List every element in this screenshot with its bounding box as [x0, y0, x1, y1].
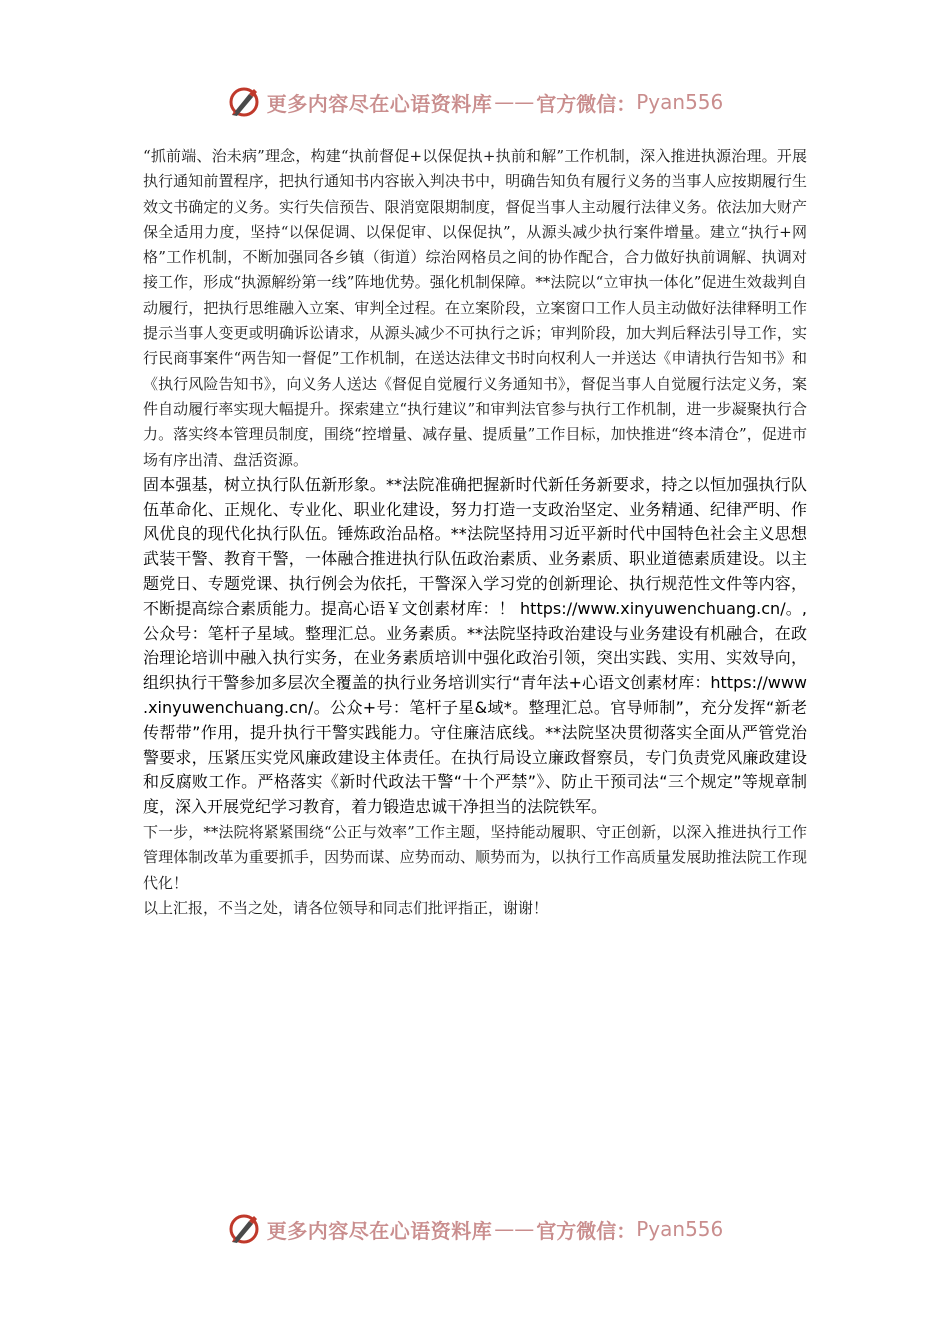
pen-logo-icon [227, 85, 261, 119]
banner-wechat-label: 官方微信： [536, 91, 637, 116]
banner-wechat-id: Pyan556 [636, 90, 724, 114]
banner-separator: —— [494, 1217, 535, 1241]
paragraph-execution-source: “抓前端、治未病”理念，构建“执前督促+以保促执+执前和解”工作机制，深入推进执源治理。开展执行通知前置程序，把执行通知书内容嵌入判决书中，明确告知负有履行义务的当事人应按期履行生效文书确定的义务。实行失信预告、限消宽限期制度，督促当事人主动履行法律义务。依法加大财产保全适用力度，坚持“以保促调、以保促审、以保促执”，从源头减少执行案件增量。建立“执行+网格”工作机制，不断加强同各乡镇（街道）综治网格员之间的协作配合，合力做好执前调解、执调对接工作，形成“执源解纷第一线”阵地优势。强化机制保障。**法院以“立审执一体化”促进生效裁判自动履行，把执行思维融入立案、审判全过程。在立案阶段，立案窗口工作人员主动做好法律释明工作提示当事人变更或明确诉讼请求，从源头减少不可执行之诉；审判阶段，加大判后释法引导工作，实行民商事案件“两告知一督促”工作机制，在送达法律文书时向权利人一并送达《申请执行告知书》和《执行风险告知书》，向义务人送达《督促自觉履行义务通知书》，督促当事人自觉履行法定义务，案件自动履行率实现大幅提升。探索建立“执行建议”和审判法官参与执行工作机制，进一步凝聚执行合力。落实终本管理员制度，围绕“控增量、减存量、提质量”工作目标，加快推进“终本清仓”，促进市场有序出清、盘活资源。 [143, 147, 807, 469]
banner-wechat-id: Pyan556 [636, 1217, 724, 1241]
footer-banner [0, 1207, 950, 1251]
paragraph-team-building: 固本强基，树立执行队伍新形象。**法院准确把握新时代新任务新要求，持之以恒加强执行队伍革命化、正规化、专业化、职业化建设，努力打造一支政治坚定、业务精通、纪律严明、作风优良的现代化执行队伍。锤炼政治品格。**法院坚持用习近平新时代中国特色社会主义思想武装干警、教育干警，一体融合推进执行队伍政治素质、业务素质、职业道德素质建设。以主题党日、专题党课、执行例会为依托，干警深入学习党的创新理论、执行规范性文件等内容，不断提高综合素质能力。提高心语￥文创素材库：！ https://www.xinyuwenchuang.cn/。,公众号：笔杆子星域。整理汇总。业务素质。**法院坚持政治建设与业务建设有机融合，在政治理论培训中融入执行实务，在业务素质培训中强化政治引领，突出实践、实用、实效导向，组织执行干警参加多层次全覆盖的执行业务培训实行“青年法+心语文创素材库：https://www.xinyuwenchuang.cn/。公众+号：笔杆子星&域*。整理汇总。官导师制”，充分发挥“新老传帮带”作用，提升执行干警实践能力。守住廉洁底线。**法院坚决贯彻落实全面从严管党治警要求，压紧压实党风廉政建设主体责任。在执行局设立廉政督察员，专门负责党风廉政建设和反腐败工作。严格落实《新时代政法干警“十个严禁”》、防止干预司法“三个规定”等规章制度，深入开展党纪学习教育，着力锻造忠诚干净担当的法院铁军。 [143, 474, 807, 817]
banner-main-text: 更多内容尽在心语资料库 [266, 91, 493, 116]
banner-wechat-label: 官方微信： [536, 1218, 637, 1243]
banner-separator: —— [494, 90, 535, 114]
header-banner [0, 80, 950, 124]
paragraph-next-steps: 下一步，**法院将紧紧围绕“公正与效率”工作主题，坚持能动履职、守正创新，以深入推进执行工作管理体制改革为重要抓手，因势而谋、应势而动、顺势而为，以执行工作高质量发展助推法院工作现代化！ [143, 823, 807, 892]
document-body [143, 144, 807, 921]
paragraph-closing: 以上汇报，不当之处，请各位领导和同志们批评指正，谢谢！ [143, 898, 549, 917]
banner-main-text: 更多内容尽在心语资料库 [266, 1218, 493, 1243]
pen-logo-icon [227, 1212, 261, 1246]
